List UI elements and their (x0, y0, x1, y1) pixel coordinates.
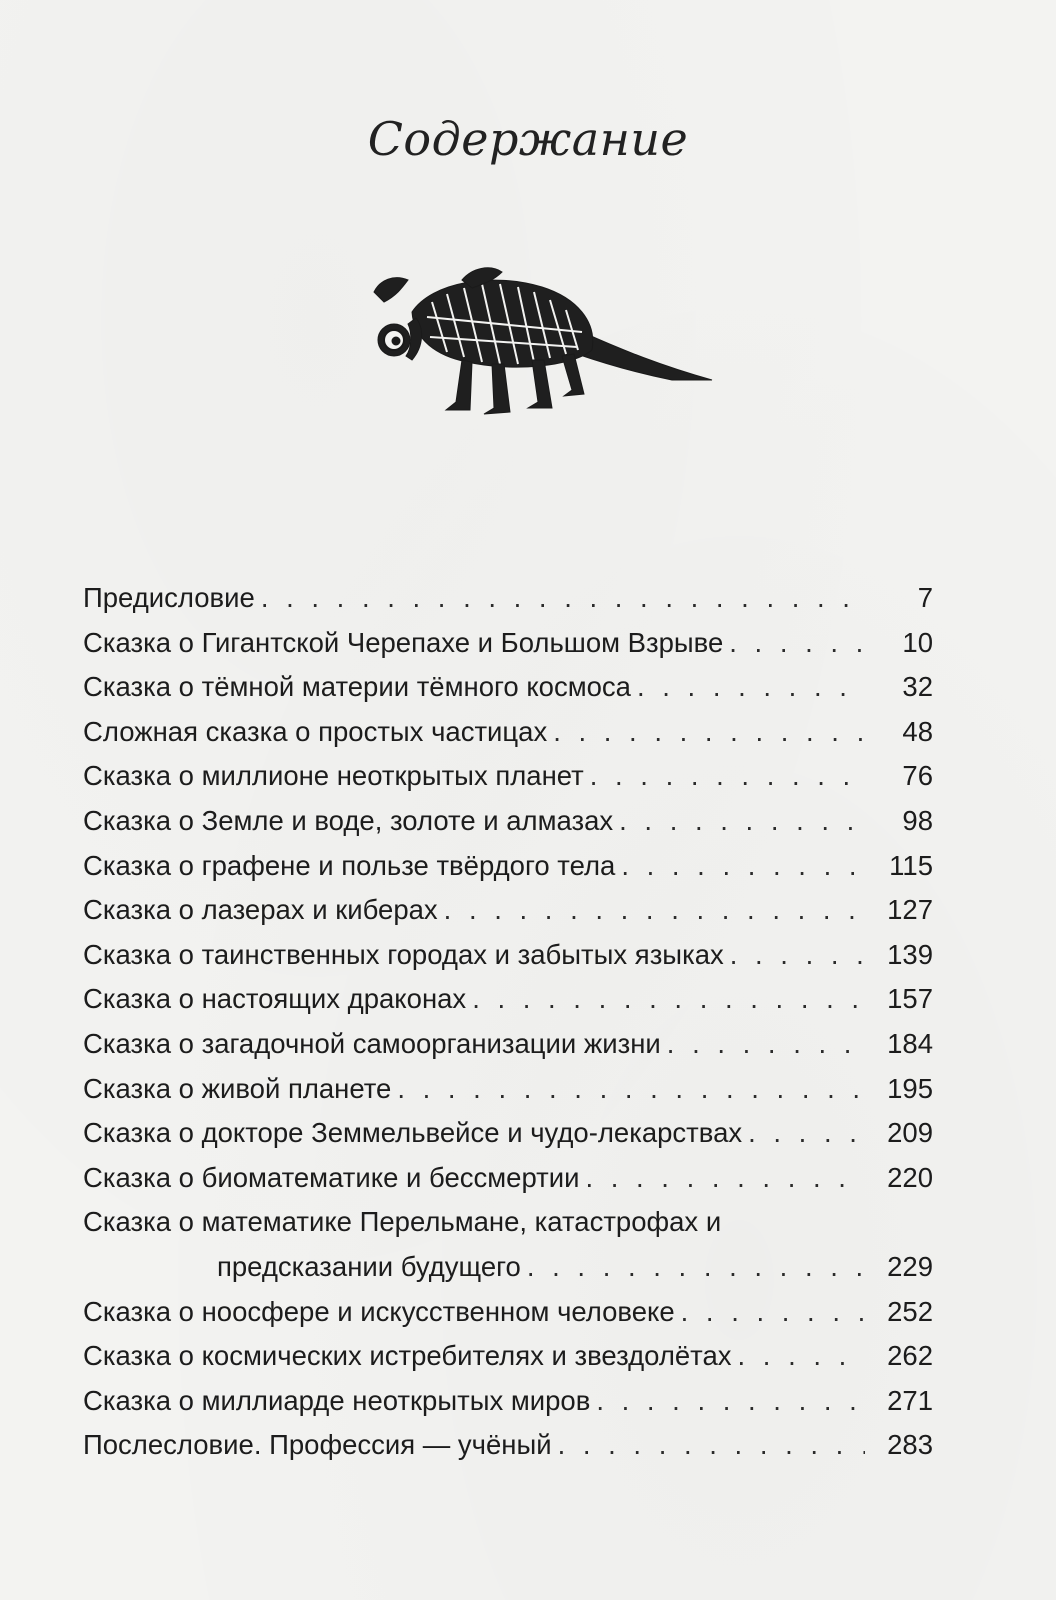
toc-entry[interactable] (83, 1379, 933, 1424)
toc-entry[interactable] (83, 844, 933, 889)
toc-entry[interactable] (83, 1022, 933, 1067)
toc-entry-page: 10 (902, 626, 933, 658)
toc-entry-page: 229 (887, 1250, 933, 1282)
leader-dots (596, 1379, 865, 1424)
toc-entry-title: Сказка о математике Перельмане, катастрофах и (83, 1206, 722, 1238)
toc-entry-page: 195 (887, 1072, 933, 1104)
toc-entry-page: 209 (887, 1117, 933, 1149)
toc-entry-title: Сказка о миллиарде неоткрытых миров (83, 1384, 591, 1416)
toc-entry-title: Сказка о космических истребителях и звездолётах (83, 1340, 732, 1372)
toc-entry-title: Сказка о миллионе неоткрытых планет (83, 760, 584, 792)
leader-dots (730, 933, 865, 978)
leader-dots (444, 888, 865, 933)
leader-dots (585, 1156, 865, 1201)
leader-dots (621, 844, 865, 889)
toc-entry[interactable] (83, 576, 933, 621)
toc-entry[interactable] (83, 754, 933, 799)
leader-dots (667, 1022, 865, 1067)
toc-entry-page: 283 (887, 1429, 933, 1461)
toc-entry-page: 48 (902, 715, 933, 747)
toc-entry-title: Сказка о биоматематике и бессмертии (83, 1161, 580, 1193)
toc-entry-page: 127 (887, 894, 933, 926)
toc-entry-title: Сказка о графене и пользе твёрдого тела (83, 849, 616, 881)
toc-entry-page: 157 (887, 983, 933, 1015)
toc-entry[interactable] (83, 621, 933, 666)
leader-dots (553, 710, 865, 755)
leader-dots (637, 665, 865, 710)
bleed-through-text (205, 460, 219, 520)
toc-entry-page: 139 (887, 938, 933, 970)
leader-dots (738, 1334, 865, 1379)
leader-dots (590, 754, 865, 799)
toc-entry-title: Сказка о Земле и воде, золоте и алмазах (83, 804, 614, 836)
toc-entry[interactable] (83, 710, 933, 755)
toc-entry-title: Сказка о лазерах и киберах (83, 894, 438, 926)
leader-dots (527, 1245, 865, 1290)
toc-entry-page: 252 (887, 1295, 933, 1327)
table-of-contents (83, 576, 933, 1468)
leader-dots (748, 1111, 865, 1156)
toc-entry-title: Сказка о настоящих драконах (83, 983, 467, 1015)
toc-entry-page: 220 (887, 1161, 933, 1193)
leader-dots (729, 621, 865, 666)
toc-entry-title: Сказка о докторе Земмельвейсе и чудо-лекарствах (83, 1117, 743, 1149)
toc-entry[interactable] (83, 1200, 933, 1289)
toc-entry[interactable] (83, 1111, 933, 1156)
toc-entry-page: 76 (902, 760, 933, 792)
toc-entry-title: Сказка о Гигантской Черепахе и Большом Взрыве (83, 626, 724, 658)
leader-dots (619, 799, 865, 844)
toc-entry[interactable] (83, 1290, 933, 1335)
toc-entry[interactable] (83, 799, 933, 844)
toc-entry-title: Сказка о таинственных городах и забытых языках (83, 938, 724, 970)
toc-entry[interactable] (83, 1423, 933, 1468)
toc-entry-page: 184 (887, 1027, 933, 1059)
toc-entry-page: 262 (887, 1340, 933, 1372)
toc-entry-title-continued: предсказании будущего (217, 1250, 521, 1282)
toc-entry-page: 32 (902, 671, 933, 703)
leader-dots (558, 1423, 865, 1468)
toc-entry-second-line (83, 1245, 933, 1290)
hedgehog-creature-illustration (372, 262, 728, 422)
toc-entry[interactable] (83, 1334, 933, 1379)
leader-dots (397, 1067, 865, 1112)
toc-entry[interactable] (83, 665, 933, 710)
toc-entry-title: Сказка о живой планете (83, 1072, 392, 1104)
toc-entry[interactable] (83, 1067, 933, 1112)
toc-entry[interactable] (83, 933, 933, 978)
toc-entry-title: Послесловие. Профессия — учёный (83, 1429, 552, 1461)
toc-entry-page: 98 (902, 804, 933, 836)
leader-dots (261, 576, 865, 621)
toc-entry-page: 271 (887, 1384, 933, 1416)
toc-entry[interactable] (83, 1156, 933, 1201)
toc-entry-title: Сложная сказка о простых частицах (83, 715, 548, 747)
toc-entry-title: Сказка о ноосфере и искусственном человеке (83, 1295, 675, 1327)
page-title: Содержание (367, 112, 689, 166)
toc-entry-title: Сказка о тёмной материи тёмного космоса (83, 671, 631, 703)
toc-entry[interactable] (83, 977, 933, 1022)
toc-entry-title: Предисловие (83, 582, 255, 613)
toc-entry-page: 7 (917, 582, 933, 613)
toc-entry-title: Сказка о загадочной самоорганизации жизни (83, 1027, 661, 1059)
toc-entry-page: 115 (889, 849, 933, 881)
toc-entry[interactable] (83, 888, 933, 933)
leader-dots (681, 1290, 865, 1335)
leader-dots (472, 977, 865, 1022)
